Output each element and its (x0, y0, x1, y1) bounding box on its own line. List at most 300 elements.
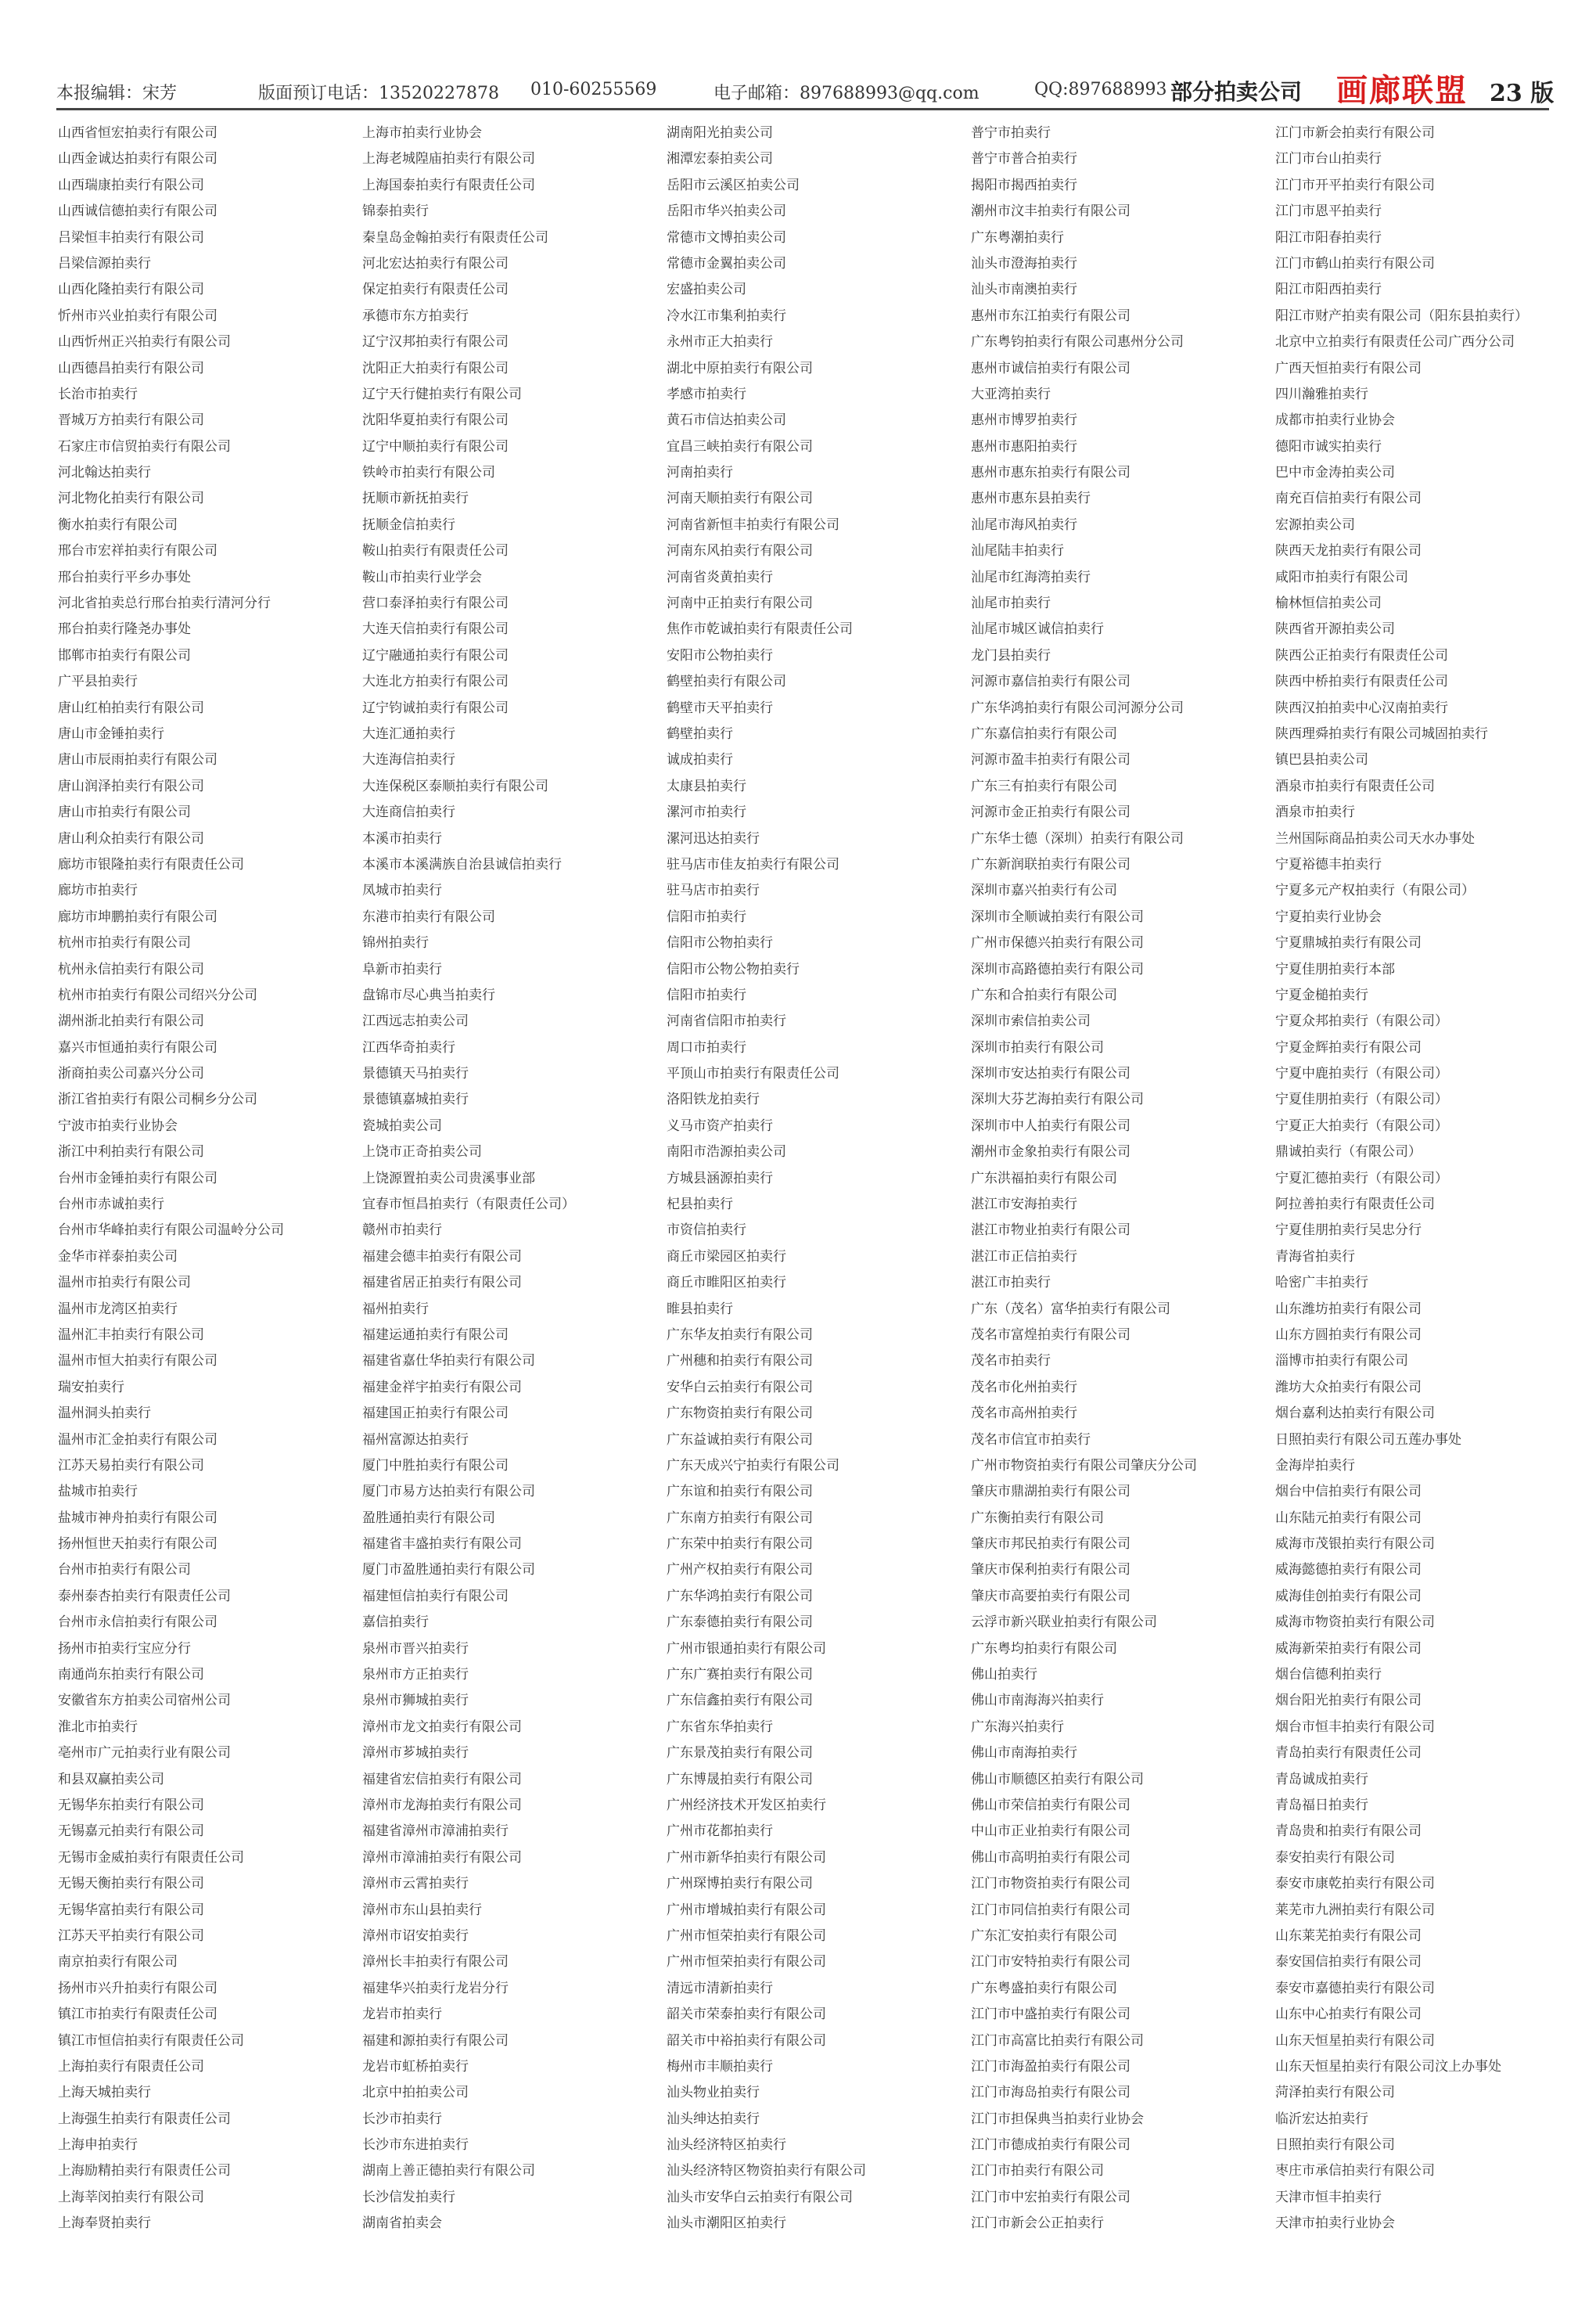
company-entry: 北京中立拍卖行有限责任公司广西分公司 (1275, 334, 1515, 351)
company-entry: 佛山市高明拍卖行有限公司 (971, 1849, 1130, 1866)
company-entry: 石家庄市信贸拍卖行有限公司 (58, 438, 231, 455)
company-entry: 广州穗和拍卖行有限公司 (667, 1353, 813, 1369)
company-entry: 广州市物资拍卖行有限公司肇庆分公司 (971, 1457, 1197, 1474)
company-entry: 驻马店市佳友拍卖行有限公司 (667, 856, 839, 873)
company-entry: 天津市恒丰拍卖行 (1275, 2189, 1382, 2205)
company-entry: 景德镇嘉城拍卖行 (362, 1092, 469, 1108)
company-entry: 广东谊和拍卖行有限公司 (667, 1484, 813, 1500)
company-entry: 枣庄市承信拍卖行有限公司 (1275, 2163, 1435, 2179)
company-entry: 江门市海岛拍卖行有限公司 (971, 2085, 1130, 2101)
company-entry: 漳州市漳浦拍卖行有限公司 (362, 1849, 522, 1866)
company-entry: 宁夏正大拍卖行（有限公司） (1275, 1118, 1448, 1134)
company-entry: 江门市新会拍卖行有限公司 (1275, 125, 1435, 141)
company-entry: 临沂宏达拍卖行 (1275, 2111, 1368, 2127)
company-entry: 福建省丰盛拍卖行有限公司 (362, 1536, 522, 1553)
company-entry: 汕尾市拍卖行 (971, 596, 1051, 612)
company-entry: 漳州市龙文拍卖行有限公司 (362, 1719, 522, 1735)
company-entry: 茂名市富煌拍卖行有限公司 (971, 1326, 1130, 1343)
company-entry: 焦作市乾诚拍卖行有限责任公司 (667, 621, 853, 638)
company-entry: 平顶山市拍卖行有限责任公司 (667, 1066, 839, 1082)
company-entry: 烟台阳光拍卖行有限公司 (1275, 1693, 1422, 1709)
company-entry: 广东荣中拍卖行有限公司 (667, 1536, 813, 1553)
company-entry: 威海佳创拍卖行有限公司 (1275, 1588, 1422, 1604)
company-entry: 成都市拍卖行业协会 (1275, 412, 1395, 429)
company-entry: 宁夏众邦拍卖行（有限公司） (1275, 1013, 1448, 1030)
company-entry: 常德市金翼拍卖公司 (667, 255, 786, 272)
company-entry: 江门市鹤山拍卖行有限公司 (1275, 255, 1435, 272)
company-entry: 鹤壁拍卖行 (667, 725, 733, 742)
company-entry: 陕西中桥拍卖行有限责任公司 (1275, 674, 1448, 690)
company-entry: 潮州市汶丰拍卖行有限公司 (971, 203, 1130, 220)
company-entry: 抚顺金信拍卖行 (362, 516, 455, 533)
company-entry: 无锡天衡拍卖行有限公司 (58, 1876, 204, 1892)
company-entry: 日照拍卖行有限公司 (1275, 2137, 1395, 2154)
company-entry: 阿拉善拍卖行有限责任公司 (1275, 1197, 1435, 1213)
company-entry: 福建会德丰拍卖行有限公司 (362, 1248, 522, 1265)
company-entry: 盐城市拍卖行 (58, 1484, 138, 1500)
company-entry: 烟台嘉利达拍卖行有限公司 (1275, 1405, 1435, 1422)
company-entry: 台州市金锤拍卖行有限公司 (58, 1170, 217, 1186)
company-entry: 邢台市宏祥拍卖行有限公司 (58, 543, 217, 560)
company-entry: 广东粤钧拍卖行有限公司惠州分公司 (971, 334, 1184, 351)
company-entry: 河南拍卖行 (667, 465, 733, 481)
company-entry: 泉州市方正拍卖行 (362, 1667, 469, 1683)
company-entry: 浙江省拍卖行有限公司桐乡分公司 (58, 1092, 257, 1108)
company-entry: 广东粤盛拍卖行有限公司 (971, 1980, 1117, 1996)
company-entry: 青岛拍卖行有限责任公司 (1275, 1745, 1422, 1762)
company-entry: 南京拍卖行有限公司 (58, 1954, 178, 1970)
company-entry: 汕尾市城区诚信拍卖行 (971, 621, 1104, 638)
company-entry: 镇江市拍卖行有限责任公司 (58, 2006, 217, 2023)
company-entry: 冷水江市集利拍卖行 (667, 308, 786, 324)
company-entry: 江门市拍卖行有限公司 (971, 2163, 1104, 2179)
company-entry: 邢台拍卖行隆尧办事处 (58, 621, 191, 638)
company-entry: 唐山市辰雨拍卖行有限公司 (58, 752, 217, 768)
company-entry: 河南中正拍卖行有限公司 (667, 596, 813, 612)
company-entry: 酒泉市拍卖行 (1275, 804, 1355, 821)
company-entry: 山东潍坊拍卖行有限公司 (1275, 1301, 1422, 1317)
company-entry: 鼎诚拍卖行（有限公司） (1275, 1144, 1422, 1161)
company-entry: 长治市拍卖行 (58, 386, 138, 402)
company-entry: 广州市花都拍卖行 (667, 1823, 773, 1840)
company-entry: 信阳市公物公物拍卖行 (667, 961, 800, 977)
company-entry: 湛江市拍卖行 (971, 1275, 1051, 1291)
company-entry: 江门市安特拍卖行有限公司 (971, 1954, 1130, 1970)
company-entry: 漯河迅达拍卖行 (667, 830, 760, 847)
company-entry: 茂名市化州拍卖行 (971, 1379, 1077, 1395)
company-entry: 承德市东方拍卖行 (362, 308, 469, 324)
company-entry: 普宁市普合拍卖行 (971, 151, 1077, 167)
company-entry: 惠州市惠阳拍卖行 (971, 438, 1077, 455)
company-entry: 宁夏金槌拍卖行 (1275, 987, 1368, 1003)
company-entry: 唐山市金锤拍卖行 (58, 725, 164, 742)
company-entry: 河南省信阳市拍卖行 (667, 1013, 786, 1030)
company-entry: 佛山市荣信拍卖行有限公司 (971, 1798, 1130, 1813)
company-entry: 福建恒信拍卖行有限公司 (362, 1588, 509, 1604)
company-entry: 辽宁中顺拍卖行有限公司 (362, 438, 509, 455)
company-entry: 大亚湾拍卖行 (971, 386, 1051, 402)
company-entry: 安华白云拍卖行有限公司 (667, 1379, 813, 1395)
company-entry: 广东和合拍卖行有限公司 (971, 987, 1117, 1003)
company-entry: 盐城市神舟拍卖行有限公司 (58, 1510, 217, 1526)
contact-qq: QQ:897688993 (1034, 80, 1167, 99)
company-entry: 锦泰拍卖行 (362, 203, 429, 220)
company-entry: 龙门县拍卖行 (971, 647, 1051, 664)
company-entry: 大连保税区泰顺拍卖行有限公司 (362, 778, 548, 794)
company-entry: 宁夏中鹿拍卖行（有限公司） (1275, 1066, 1448, 1082)
company-entry: 台州市永信拍卖行有限公司 (58, 1614, 217, 1631)
company-entry: 江门市担保典当拍卖行业协会 (971, 2111, 1144, 2127)
company-entry: 汕头物业拍卖行 (667, 2085, 760, 2101)
company-entry: 广州琛博拍卖行有限公司 (667, 1876, 813, 1892)
company-entry: 龙岩市虹桥拍卖行 (362, 2058, 469, 2075)
company-entry: 山西瑞康拍卖行有限公司 (58, 177, 204, 193)
company-entry: 河南天顺拍卖行有限公司 (667, 491, 813, 507)
company-entry: 江门市中宏拍卖行有限公司 (971, 2189, 1130, 2205)
company-entry: 杭州市拍卖行有限公司绍兴分公司 (58, 987, 257, 1003)
company-entry: 广东物资拍卖行有限公司 (667, 1405, 813, 1422)
company-entry: 阜新市拍卖行 (362, 961, 442, 977)
company-column (971, 121, 1271, 2237)
company-entry: 广东汇安拍卖行有限公司 (971, 1927, 1117, 1944)
ad-phone: 版面预订电话：13520227878 (258, 84, 499, 103)
company-entry: 威海懿德拍卖行有限公司 (1275, 1562, 1422, 1578)
company-entry: 山东天恒星拍卖行有限公司 (1275, 2032, 1435, 2049)
company-entry: 驻马店市拍卖行 (667, 883, 760, 899)
company-entry: 肇庆市保利拍卖行有限公司 (971, 1562, 1130, 1578)
company-column (58, 121, 358, 2237)
company-entry: 晋城万方拍卖行有限公司 (58, 412, 204, 429)
company-entry: 东港市拍卖行有限公司 (362, 909, 495, 925)
company-entry: 青海省拍卖行 (1275, 1248, 1355, 1265)
company-entry: 泰安市嘉德拍卖行有限公司 (1275, 1980, 1435, 1996)
company-entry: 鞍山市拍卖行业学会 (362, 569, 482, 585)
company-entry: 佛山市顺德区拍卖行有限公司 (971, 1771, 1144, 1787)
company-entry: 深圳市安达拍卖行有限公司 (971, 1066, 1130, 1082)
company-entry: 厦门市易方达拍卖行有限公司 (362, 1484, 535, 1500)
company-entry: 广东粤均拍卖行有限公司 (971, 1640, 1117, 1657)
company-entry: 漯河市拍卖行 (667, 804, 746, 821)
company-entry: 福建省漳州市漳浦拍卖行 (362, 1823, 509, 1840)
company-entry: 鹤壁拍卖行有限公司 (667, 674, 786, 690)
company-entry: 汕尾陆丰拍卖行 (971, 543, 1064, 560)
company-entry: 湖南上善正德拍卖行有限公司 (362, 2163, 535, 2179)
company-entry: 湘潭宏泰拍卖公司 (667, 151, 773, 167)
company-entry: 金华市祥泰拍卖公司 (58, 1248, 178, 1265)
company-entry: 上海天城拍卖行 (58, 2085, 151, 2101)
company-entry: 岳阳市云溪区拍卖公司 (667, 177, 800, 193)
company-entry: 江门市物资拍卖行有限公司 (971, 1876, 1130, 1892)
company-entry: 邢台拍卖行平乡办事处 (58, 569, 191, 585)
company-entry: 福建省居正拍卖行有限公司 (362, 1275, 522, 1291)
company-entry: 漳州市龙海拍卖行有限公司 (362, 1798, 522, 1813)
company-entry: 太康县拍卖行 (667, 778, 746, 794)
company-entry: 河北翰达拍卖行 (58, 465, 151, 481)
company-entry: 漳州市东山县拍卖行 (362, 1902, 482, 1918)
company-entry: 广东华友拍卖行有限公司 (667, 1326, 813, 1343)
company-entry: 南通尚东拍卖行有限公司 (58, 1667, 204, 1683)
company-entry: 宁夏汇德拍卖行（有限公司） (1275, 1170, 1448, 1186)
company-entry: 湖北中原拍卖行有限公司 (667, 360, 813, 376)
company-entry: 潮州市金象拍卖行有限公司 (971, 1144, 1130, 1161)
company-entry: 广平县拍卖行 (58, 674, 138, 690)
company-entry: 宁夏佳朋拍卖行（有限公司） (1275, 1092, 1448, 1108)
company-entry: 广东海兴拍卖行 (971, 1719, 1064, 1735)
company-entry: 无锡华东拍卖行有限公司 (58, 1798, 204, 1813)
company-entry: 烟台信德利拍卖行 (1275, 1667, 1382, 1683)
company-entry: 汕尾市红海湾拍卖行 (971, 569, 1091, 585)
company-entry: 上饶源置拍卖公司贵溪事业部 (362, 1170, 535, 1186)
company-entry: 深圳市全顺诚拍卖行有限公司 (971, 909, 1144, 925)
company-entry: 嘉兴市恒通拍卖行有限公司 (58, 1039, 217, 1056)
company-entry: 泰安市康乾拍卖行有限公司 (1275, 1876, 1435, 1892)
company-entry: 大连北方拍卖行有限公司 (362, 674, 509, 690)
section-title: 部分拍卖公司 (1170, 79, 1303, 105)
company-entry: 廊坊市坤鹏拍卖行有限公司 (58, 909, 217, 925)
company-entry: 山西忻州正兴拍卖行有限公司 (58, 334, 231, 351)
company-entry: 陕西汉拍拍卖中心汉南拍卖行 (1275, 700, 1448, 716)
company-entry: 诚成拍卖行 (667, 752, 733, 768)
company-entry: 杭州市拍卖行有限公司 (58, 935, 191, 952)
company-entry: 长沙市东进拍卖行 (362, 2137, 469, 2154)
company-entry: 山东方圆拍卖行有限公司 (1275, 1326, 1422, 1343)
company-entry: 烟台市恒丰拍卖行有限公司 (1275, 1719, 1435, 1735)
company-entry: 长沙信发拍卖行 (362, 2189, 455, 2205)
company-entry: 江门市海盈拍卖行有限公司 (971, 2058, 1130, 2075)
company-entry: 广东益诚拍卖行有限公司 (667, 1431, 813, 1448)
company-entry: 山东中心拍卖行有限公司 (1275, 2006, 1422, 2023)
company-entry: 佛山市南海海兴拍卖行 (971, 1693, 1104, 1709)
company-entry: 淮北市拍卖行 (58, 1719, 138, 1735)
company-entry: 上海申拍卖行 (58, 2137, 138, 2154)
company-entry: 惠州市惠东拍卖行有限公司 (971, 465, 1130, 481)
company-entry: 汕头经济特区拍卖行 (667, 2137, 786, 2154)
company-entry: 南充百信拍卖行有限公司 (1275, 491, 1422, 507)
company-entry: 温州汇丰拍卖行有限公司 (58, 1326, 204, 1343)
company-entry: 江西远志拍卖公司 (362, 1013, 469, 1030)
company-entry: 广州市增城拍卖行有限公司 (667, 1902, 826, 1918)
company-entry: 山西金诚达拍卖行有限公司 (58, 151, 217, 167)
company-entry: 河北宏达拍卖行有限公司 (362, 255, 509, 272)
company-entry: 周口市拍卖行 (667, 1039, 746, 1056)
company-entry: 扬州市拍卖行宝应分行 (58, 1640, 191, 1657)
company-entry: 抚顺市新抚拍卖行 (362, 491, 469, 507)
company-entry: 深圳市嘉兴拍卖行有公司 (971, 883, 1117, 899)
company-entry: 大连天信拍卖行有限公司 (362, 621, 509, 638)
company-entry: 茂名市信宜市拍卖行 (971, 1431, 1091, 1448)
company-entry: 北京中拍拍卖公司 (362, 2085, 469, 2101)
company-entry: 菏泽拍卖行有限公司 (1275, 2085, 1395, 2101)
company-entry: 江门市高富比拍卖行有限公司 (971, 2032, 1144, 2049)
company-entry: 威海市物资拍卖行有限公司 (1275, 1614, 1435, 1631)
company-entry: 宁夏多元产权拍卖行（有限公司） (1275, 883, 1475, 899)
company-entry: 唐山市拍卖行有限公司 (58, 804, 191, 821)
company-entry: 江门市同信拍卖行有限公司 (971, 1902, 1130, 1918)
company-entry: 镇巴县拍卖公司 (1275, 752, 1368, 768)
company-entry: 肇庆市高要拍卖行有限公司 (971, 1588, 1130, 1604)
company-entry: 江门市恩平拍卖行 (1275, 203, 1382, 220)
company-entry: 宏盛拍卖公司 (667, 282, 746, 298)
company-entry: 湖州浙北拍卖行有限公司 (58, 1013, 204, 1030)
company-entry: 淄博市拍卖行有限公司 (1275, 1353, 1408, 1369)
company-entry: 宁夏佳朋拍卖行吴忠分行 (1275, 1222, 1422, 1239)
auction-company-columns (58, 121, 1560, 2241)
company-entry: 河南省新恒丰拍卖行有限公司 (667, 516, 839, 533)
company-entry: 山东陆元拍卖行有限公司 (1275, 1510, 1422, 1526)
company-entry: 河北省拍卖总行邢台拍卖行清河分行 (58, 596, 271, 612)
company-entry: 梅州市丰顺拍卖行 (667, 2058, 773, 2075)
company-entry: 信阳市公物拍卖行 (667, 935, 773, 952)
company-entry: 河源市金正拍卖行有限公司 (971, 804, 1130, 821)
company-entry: 泰州泰杏拍卖行有限责任公司 (58, 1588, 231, 1604)
company-entry: 广州市恒荣拍卖行有限公司 (667, 1927, 826, 1944)
company-entry: 深圳市索信拍卖公司 (971, 1013, 1091, 1030)
company-column (667, 121, 967, 2237)
company-entry: 厦门中胜拍卖行有限公司 (362, 1457, 509, 1474)
company-entry: 榆林恒信拍卖公司 (1275, 596, 1382, 612)
company-entry: 湛江市正信拍卖行 (971, 1248, 1077, 1265)
company-entry: 沈阳华夏拍卖行有限公司 (362, 412, 509, 429)
company-entry: 深圳市拍卖行有限公司 (971, 1039, 1104, 1056)
company-entry: 咸阳市拍卖行有限公司 (1275, 569, 1408, 585)
company-entry: 广东新润联拍卖行有限公司 (971, 856, 1130, 873)
company-entry: 吕梁恒丰拍卖行有限公司 (58, 229, 204, 246)
company-entry: 睢县拍卖行 (667, 1301, 733, 1317)
company-entry: 无锡嘉元拍卖行有限公司 (58, 1823, 204, 1840)
company-entry: 福建华兴拍卖行龙岩分行 (362, 1980, 509, 1996)
company-entry: 福建和源拍卖行有限公司 (362, 2032, 509, 2049)
company-entry: 茂名市拍卖行 (971, 1353, 1051, 1369)
company-entry: 辽宁汉邦拍卖行有限公司 (362, 334, 509, 351)
company-entry: 韶关市中裕拍卖行有限公司 (667, 2032, 826, 2049)
company-entry: 宁夏佳朋拍卖行本部 (1275, 961, 1395, 977)
company-entry: 福建省宏信拍卖行有限公司 (362, 1771, 522, 1787)
company-entry: 洛阳铁龙拍卖行 (667, 1092, 760, 1108)
company-entry: 惠州市东江拍卖行有限公司 (971, 308, 1130, 324)
company-entry: 泰安国信拍卖行有限公司 (1275, 1954, 1422, 1970)
company-entry: 湖南阳光拍卖公司 (667, 125, 773, 141)
company-entry: 河源市盈丰拍卖行有限公司 (971, 752, 1130, 768)
company-entry: 金海岸拍卖行 (1275, 1457, 1355, 1474)
company-entry: 肇庆市邦民拍卖行有限公司 (971, 1536, 1130, 1553)
company-entry: 忻州市兴业拍卖行有限公司 (58, 308, 217, 324)
company-entry: 广东天成兴宁拍卖行有限公司 (667, 1457, 839, 1474)
company-entry: 青岛贵和拍卖行有限公司 (1275, 1823, 1422, 1840)
company-entry: 清远市清新拍卖行 (667, 1980, 773, 1996)
company-entry: 福建金祥宇拍卖行有限公司 (362, 1379, 522, 1395)
company-entry: 辽宁融通拍卖行有限公司 (362, 647, 509, 664)
company-entry: 江西华奇拍卖行 (362, 1039, 455, 1056)
company-entry: 广州市保德兴拍卖行有限公司 (971, 935, 1144, 952)
company-entry: 江门市开平拍卖行有限公司 (1275, 177, 1435, 193)
company-entry: 亳州市广元拍卖行业有限公司 (58, 1745, 231, 1762)
company-entry: 普宁市拍卖行 (971, 125, 1051, 141)
company-entry: 揭阳市揭西拍卖行 (971, 177, 1077, 193)
company-entry: 上饶市正奇拍卖公司 (362, 1144, 482, 1161)
company-entry: 大连商信拍卖行 (362, 804, 455, 821)
company-entry: 湛江市安海拍卖行 (971, 1197, 1077, 1213)
company-entry: 浙商拍卖公司嘉兴分公司 (58, 1066, 204, 1082)
company-entry: 温州市龙湾区拍卖行 (58, 1301, 178, 1317)
company-entry: 漳州市诏安拍卖行 (362, 1927, 469, 1944)
company-entry: 台州市赤诚拍卖行 (58, 1197, 164, 1213)
company-entry: 广东景茂拍卖行有限公司 (667, 1745, 813, 1762)
company-entry: 广东博晟拍卖行有限公司 (667, 1771, 813, 1787)
company-entry: 台州市拍卖行有限公司 (58, 1562, 191, 1578)
company-entry: 四川瀚雅拍卖行 (1275, 386, 1368, 402)
company-entry: 安阳市公物拍卖行 (667, 647, 773, 664)
company-entry: 广东粤潮拍卖行 (971, 229, 1064, 246)
company-entry: 宁夏金辉拍卖行有限公司 (1275, 1039, 1422, 1056)
company-entry: 温州市恒大拍卖行有限公司 (58, 1353, 217, 1369)
company-entry: 南阳市浩源拍卖公司 (667, 1144, 786, 1161)
company-entry: 惠州市诚信拍卖行有限公司 (971, 360, 1130, 376)
company-entry: 唐山利众拍卖行有限公司 (58, 830, 204, 847)
company-entry: 温州洞头拍卖行 (58, 1405, 151, 1422)
company-entry: 江苏天易拍卖行有限公司 (58, 1457, 204, 1474)
company-entry: 营口泰泽拍卖行有限公司 (362, 596, 509, 612)
company-entry: 景德镇天马拍卖行 (362, 1066, 469, 1082)
company-entry: 广东泰德拍卖行有限公司 (667, 1614, 813, 1631)
company-entry: 宜春市恒昌拍卖行（有限责任公司） (362, 1197, 575, 1213)
company-entry: 盈胜通拍卖行有限公司 (362, 1510, 495, 1526)
company-entry: 宁夏拍卖行业协会 (1275, 909, 1382, 925)
company-entry: 上海奉贤拍卖行 (58, 2215, 151, 2232)
company-entry: 汕头市南澳拍卖行 (971, 282, 1077, 298)
company-entry: 广东广赛拍卖行有限公司 (667, 1667, 813, 1683)
company-entry: 泉州市晋兴拍卖行 (362, 1640, 469, 1657)
company-entry: 常德市文博拍卖公司 (667, 229, 786, 246)
company-entry: 深圳市中人拍卖行有限公司 (971, 1118, 1130, 1134)
company-entry: 江门市中盛拍卖行有限公司 (971, 2006, 1130, 2023)
contact-email: 电子邮箱：897688993@qq.com (714, 84, 980, 103)
company-entry: 广西天恒拍卖行有限公司 (1275, 360, 1422, 376)
company-entry: 深圳市高路德拍卖行有限公司 (971, 961, 1144, 977)
company-entry: 宁波市拍卖行业协会 (58, 1118, 178, 1134)
company-entry: 盘锦市尽心典当拍卖行 (362, 987, 495, 1003)
company-entry: 上海拍卖行有限责任公司 (58, 2058, 204, 2075)
company-entry: 广州经济技术开发区拍卖行 (667, 1798, 826, 1813)
company-entry: 广州市新华拍卖行有限公司 (667, 1849, 826, 1866)
company-entry: 秦皇岛金翰拍卖行有限责任公司 (362, 229, 548, 246)
company-entry: 山西化隆拍卖行有限公司 (58, 282, 204, 298)
company-entry: 漳州市芗城拍卖行 (362, 1745, 469, 1762)
company-entry: 广东（茂名）富华拍卖行有限公司 (971, 1301, 1170, 1317)
company-entry: 河南东风拍卖行有限公司 (667, 543, 813, 560)
company-entry: 烟台中信拍卖行有限公司 (1275, 1484, 1422, 1500)
company-entry: 广东洪福拍卖行有限公司 (971, 1170, 1117, 1186)
company-entry: 义马市资产拍卖行 (667, 1118, 773, 1134)
company-entry: 本溪市拍卖行 (362, 830, 442, 847)
company-entry: 中山市正业拍卖行有限公司 (971, 1823, 1130, 1840)
company-entry: 辽宁钧诚拍卖行有限公司 (362, 700, 509, 716)
company-column (362, 121, 663, 2237)
company-entry: 巴中市金涛拍卖公司 (1275, 465, 1395, 481)
company-entry: 江苏天平拍卖行有限公司 (58, 1927, 204, 1944)
company-entry: 鞍山拍卖行有限责任公司 (362, 543, 509, 560)
company-entry: 黄石市信达拍卖公司 (667, 412, 786, 429)
company-entry: 佛山拍卖行 (971, 1667, 1037, 1683)
company-entry: 茂名市高州拍卖行 (971, 1405, 1077, 1422)
company-entry: 廊坊市银隆拍卖行有限责任公司 (58, 856, 244, 873)
company-entry: 信阳市拍卖行 (667, 987, 746, 1003)
company-entry: 杭州永信拍卖行有限公司 (58, 961, 204, 977)
company-entry: 唐山润泽拍卖行有限公司 (58, 778, 204, 794)
company-entry: 上海国泰拍卖行有限责任公司 (362, 177, 535, 193)
company-entry: 酒泉市拍卖行有限责任公司 (1275, 778, 1435, 794)
company-entry: 河南省炎黄拍卖行 (667, 569, 773, 585)
company-entry: 宁夏鼎城拍卖行有限公司 (1275, 935, 1422, 952)
